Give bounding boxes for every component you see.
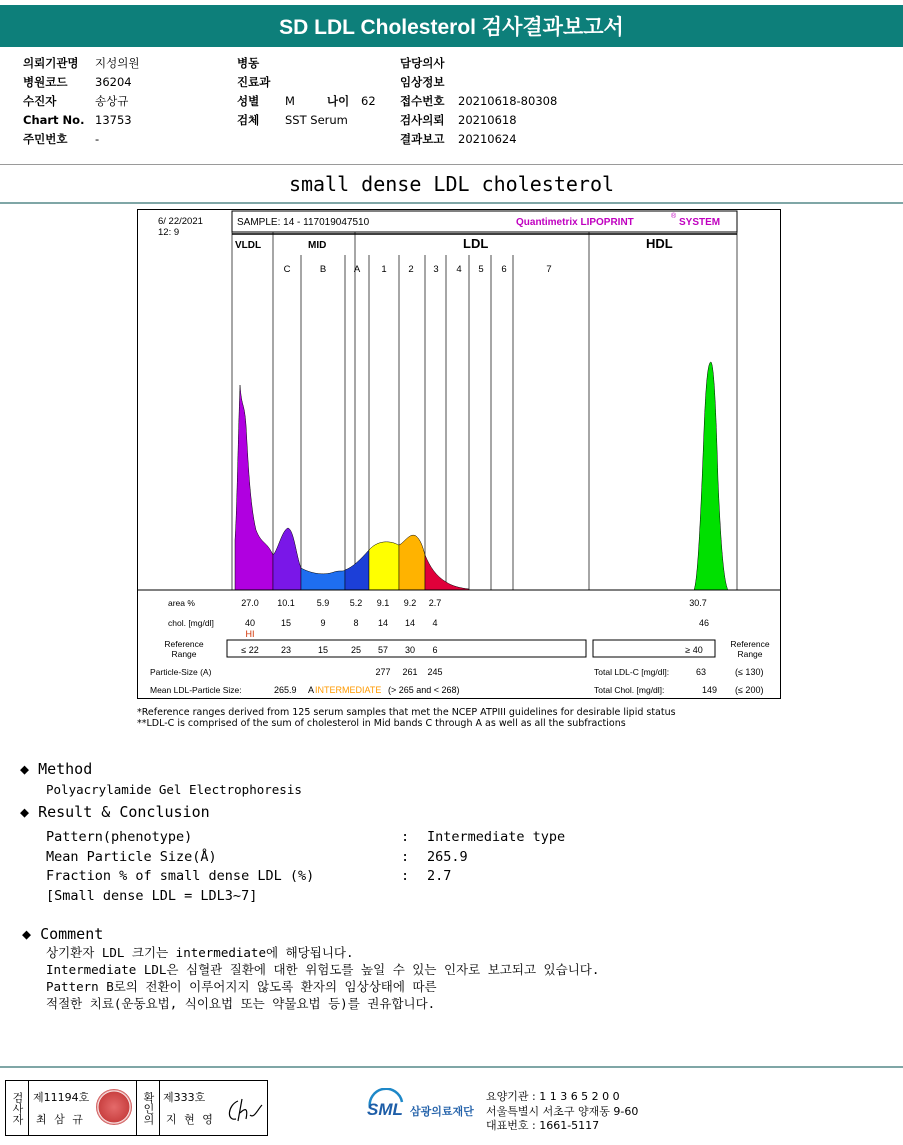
mean-size-value: 265.9: [274, 685, 297, 695]
lipoprint-graph: [138, 210, 780, 698]
row-value: 5.2: [349, 598, 363, 608]
sex-label: 성별: [237, 94, 260, 108]
band-label: 2: [408, 264, 414, 275]
ref-right-2: Range: [737, 649, 763, 659]
ref-label-1: Reference: [164, 639, 204, 649]
hdl-peak: [694, 362, 728, 590]
clinical-info-label: 임상정보: [400, 75, 445, 89]
title-divider: [0, 202, 903, 204]
row-value: 25: [350, 645, 362, 655]
brand-mark: ®: [671, 213, 677, 220]
band-label: 5: [478, 264, 484, 275]
mean-size-range: (> 265 and < 268): [388, 685, 460, 695]
method-text: Polyacrylamide Gel Electrophoresis: [46, 782, 302, 797]
group-ldl: LDL: [463, 236, 489, 251]
mean-size-unit: A: [308, 685, 315, 695]
age-label: 나이: [327, 94, 350, 108]
footnote-2: **LDL-C is comprised of the sum of cholesterol in Mid bands C through A as well as all the subfractions: [137, 718, 626, 729]
mean-size-class: INTERMEDIATE: [315, 685, 382, 695]
band-labels: [284, 264, 552, 275]
ref-label-2: Range: [171, 649, 197, 659]
row-value: 40: [244, 618, 256, 628]
report-date-label: 결과보고: [400, 132, 445, 146]
band-label: 4: [456, 264, 462, 275]
row-value: 4: [432, 618, 438, 628]
receipt-no-label: 접수번호: [400, 94, 445, 108]
ward-label: 병동: [237, 56, 260, 70]
row-value: 14: [404, 618, 416, 628]
mean-size-label: Mean LDL-Particle Size:: [150, 685, 242, 695]
request-date-label: 검사의뢰: [400, 113, 445, 127]
hi-flag: HI: [245, 629, 255, 639]
run-time: 12: 9: [158, 227, 180, 238]
band-label: A: [353, 264, 361, 275]
department-label: 진료과: [237, 75, 271, 89]
diamond-bullet-icon: ◆: [22, 925, 32, 943]
lipoprint-panel: [137, 209, 781, 699]
doctor-label: 담당의사: [400, 56, 445, 70]
fraction-value: 2.7: [427, 868, 452, 884]
comment-line: Pattern B로의 전환이 이루어지지 않도록 환자의 임상상태에 따른: [46, 979, 437, 994]
particle-label: Particle-Size (A): [150, 667, 212, 677]
band-label: B: [319, 264, 327, 275]
trace-segment: [345, 550, 369, 590]
row-value: 30: [404, 645, 416, 655]
request-date: 20210618: [458, 113, 517, 127]
run-date: 6/ 22/2021: [158, 216, 203, 227]
particle-value: 245: [427, 667, 443, 677]
pattern-value: Intermediate type: [427, 829, 566, 845]
chart-no: 13753: [95, 113, 132, 127]
header-col3: [400, 54, 557, 149]
age: 62: [361, 94, 376, 108]
footer-divider: [0, 1066, 903, 1068]
group-vldl: VLDL: [235, 240, 262, 251]
row-value: 9.2: [403, 598, 417, 608]
chol-values: [245, 618, 438, 628]
trace-segment: [369, 542, 399, 590]
signature-icon: [224, 1095, 264, 1125]
comment-heading: Comment: [40, 925, 104, 943]
header-divider: [0, 164, 903, 165]
result-table: Pattern(phenotype) : Intermediate type Mean Particle Size(Å) : 265.9 Fraction % of small dense LDL (%) : 2.7 [Small dense LDL = LDL3~7]: [46, 828, 565, 906]
report-title: SD LDL Cholesterol 검사결과보고서: [0, 5, 903, 47]
particle-value: 277: [375, 667, 391, 677]
result-heading-row: [20, 803, 210, 821]
electrophoresis-trace: [235, 385, 469, 590]
row-value: 27.0: [241, 598, 259, 608]
row-value: 15: [280, 618, 292, 628]
foundation-info: [486, 1090, 638, 1134]
confirmer-name: 지 현 영: [166, 1113, 215, 1126]
method-heading: Method: [38, 760, 93, 778]
band-label: 1: [381, 264, 387, 275]
row-value: ≤ 22: [241, 645, 259, 655]
hdl-area: 30.7: [689, 598, 707, 608]
confirmer-label: 확인의: [136, 1081, 160, 1135]
fraction-label: Fraction % of small dense LDL (%): [46, 868, 315, 884]
mean-size-row-value: 265.9: [427, 848, 468, 865]
brand-label: Quantimetrix LIPOPRINT: [516, 217, 634, 228]
hdl-chol: 46: [698, 618, 710, 628]
hospital-code: 36204: [95, 75, 132, 89]
footnote-1: *Reference ranges derived from 125 serum samples that met the NCEP ATPIII guidelines for desirable lipid status: [137, 707, 676, 718]
trace-segment: [425, 555, 469, 590]
inspector-label: 검사자: [6, 1081, 29, 1135]
result-heading: Result & Conclusion: [38, 803, 210, 821]
total-chol-label: Total Chol. [mg/dl]:: [594, 685, 665, 695]
report-date: 20210624: [458, 132, 517, 146]
confirmer-license: 제333호: [163, 1091, 206, 1104]
sdldl-definition: [Small dense LDL = LDL3~7]: [46, 887, 258, 904]
row-value: 9.1: [376, 598, 390, 608]
resident-no-label: 주민번호: [23, 132, 68, 146]
patient-label: 수진자: [23, 94, 57, 108]
total-ldl-label: Total LDL-C [mg/dl]:: [594, 667, 670, 677]
trace-segment: [399, 535, 425, 590]
group-mid: MID: [308, 240, 327, 251]
trace-segment: [235, 385, 273, 590]
group-hdl: HDL: [646, 236, 673, 251]
header-col1: [23, 54, 139, 149]
pattern-label: Pattern(phenotype): [46, 829, 193, 845]
band-label: C: [283, 264, 291, 275]
signature-box: [5, 1080, 268, 1136]
ref-values: [241, 645, 437, 655]
row-value: 15: [317, 645, 329, 655]
total-ldl: 63: [696, 667, 707, 677]
row-value: 5.9: [316, 598, 330, 608]
chol-label: chol. [mg/dl]: [168, 618, 214, 628]
particle-value: 261: [402, 667, 418, 677]
seal-stamp-icon: [96, 1089, 132, 1125]
row-value: 14: [377, 618, 389, 628]
total-ldl-ref: (≤ 130): [735, 667, 764, 677]
mean-size-row-label: Mean Particle Size(Å): [46, 848, 217, 865]
row-value: 57: [377, 645, 389, 655]
sml-logo-text: SML: [367, 1100, 403, 1119]
diamond-bullet-icon: ◆: [20, 760, 30, 778]
sex: M: [285, 94, 295, 108]
row-value: 9: [320, 618, 326, 628]
patient-name: 송상규: [95, 94, 129, 108]
org-address: 서울특별시 서초구 양재동 9-60: [486, 1104, 639, 1118]
row-value: 23: [280, 645, 292, 655]
area-values: [241, 598, 441, 608]
trace-segment: [273, 528, 301, 590]
trace-segment: [301, 568, 345, 590]
chart-no-label: Chart No.: [23, 113, 85, 127]
particle-values: [375, 667, 442, 677]
band-label: 3: [433, 264, 439, 275]
org-code: 요양기관 : 1 1 3 6 5 2 0 0: [486, 1090, 620, 1103]
hospital-name-label: 의뢰기관명: [23, 56, 79, 70]
diamond-bullet-icon: ◆: [20, 803, 30, 821]
comment-line: 적절한 치료(운동요법, 식이요법 또는 약물요법 등)를 권유합니다.: [46, 996, 436, 1011]
brand-suffix: SYSTEM: [679, 217, 721, 228]
chart-title: small dense LDL cholesterol: [288, 172, 615, 196]
comment-line: Intermediate LDL은 심혈관 질환에 대한 위험도를 높일 수 있는 인자로 보고되고 있습니다.: [46, 962, 600, 977]
row-value: 10.1: [277, 598, 295, 608]
sml-logo: [366, 1088, 406, 1128]
hospital-code-label: 병원코드: [23, 75, 68, 89]
hospital-name: 지성의원: [95, 56, 140, 70]
receipt-no: 20210618-80308: [458, 94, 558, 108]
comment-line: 상기환자 LDL 크기는 intermediate에 해당됩니다.: [46, 945, 354, 960]
resident-no: -: [95, 132, 100, 146]
comment-heading-row: [22, 925, 103, 943]
ref-right-1: Reference: [730, 639, 770, 649]
org-phone: 대표번호 : 1661-5117: [486, 1119, 600, 1132]
specimen-label: 검체: [237, 113, 260, 127]
inspector-license: 제11194호: [33, 1091, 90, 1104]
inspector-name: 최 삼 규: [36, 1113, 85, 1126]
method-heading-row: [20, 760, 92, 778]
row-value: 8: [353, 618, 359, 628]
row-value: 6: [432, 645, 438, 655]
band-label: 6: [501, 264, 507, 275]
hdl-ref: ≥ 40: [685, 645, 703, 655]
header-col2: [237, 54, 376, 130]
foundation-name: 삼광의료재단: [410, 1105, 474, 1118]
total-chol: 149: [702, 685, 718, 695]
sample-id: SAMPLE: 14 - 117019047510: [237, 217, 370, 228]
area-label: area %: [168, 598, 195, 608]
specimen: SST Serum: [285, 113, 348, 127]
row-value: 2.7: [428, 598, 442, 608]
total-chol-ref: (≤ 200): [735, 685, 764, 695]
band-label: 7: [546, 264, 552, 275]
comment-body: [46, 944, 599, 1012]
